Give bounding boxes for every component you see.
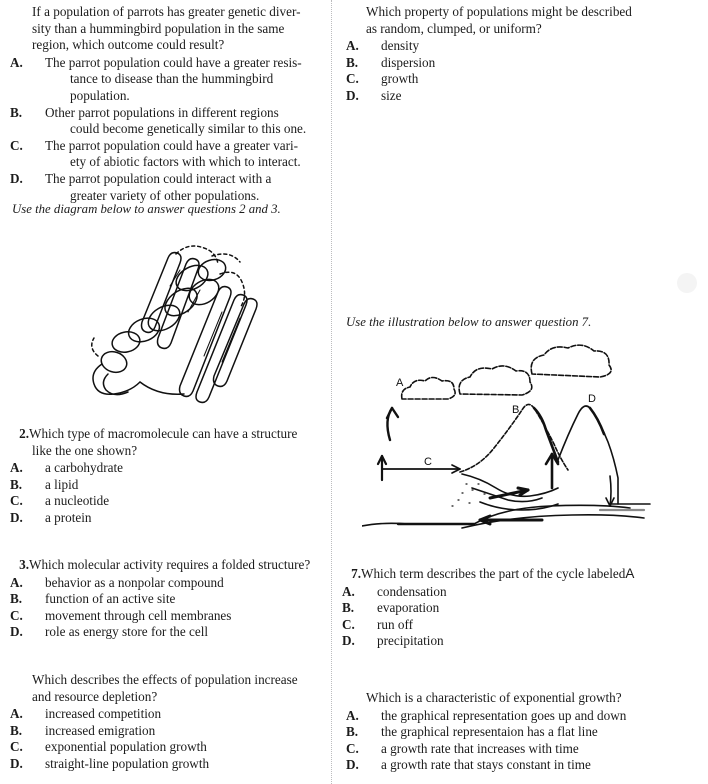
choice-4a-text: increased competition — [45, 706, 162, 722]
question-3-stem-line-1 — [12, 557, 328, 574]
choice-1b-letter: B. — [10, 104, 23, 120]
question-2-number: 2. — [19, 426, 29, 441]
choice-8a-text: the graphical representation goes up and down — [381, 707, 627, 723]
choice-5a-letter: A. — [346, 38, 359, 54]
question-5-stem-line-1: Which property of populations might be described — [366, 4, 632, 19]
illustration-label-d: D — [588, 393, 596, 405]
column-divider — [331, 0, 332, 784]
choice-1d-letter: D. — [10, 170, 23, 186]
choice-2b-letter: B. — [10, 476, 23, 492]
question-5-stem — [366, 4, 696, 37]
choice-4b[interactable] — [12, 723, 324, 740]
choice-3b-letter: B. — [10, 591, 23, 607]
question-2-stem-line-1 — [12, 426, 324, 443]
choice-5b-text: dispersion — [381, 54, 436, 70]
question-8-stem-line-1: Which is a characteristic of exponential growth? — [366, 690, 622, 705]
choice-1d-line-2: greater variety of other populations. — [70, 187, 260, 203]
question-4-stem — [12, 672, 324, 705]
choice-1d-line-1: The parrot population could interact with a — [45, 170, 272, 186]
choice-5d[interactable] — [346, 87, 696, 105]
question-1-stem-line-1: If a population of parrots has greater genetic diver- — [32, 4, 301, 19]
question-7-number: 7. — [351, 566, 361, 581]
protein-structure-svg — [84, 226, 264, 404]
choice-1c-line-1: The parrot population could have a greater vari- — [45, 137, 299, 153]
question-block-5 — [346, 4, 696, 105]
choice-3a[interactable] — [12, 575, 328, 592]
choice-1b-line-1: Other parrot populations in different regions — [45, 104, 279, 120]
protein-structure-diagram — [84, 226, 264, 404]
choice-7d-letter: D. — [342, 633, 355, 649]
choice-1d[interactable] — [12, 171, 324, 204]
diagram-instruction: Use the diagram below to answer questions 2 and 3. — [12, 202, 281, 216]
choice-5b[interactable] — [346, 54, 696, 72]
choice-1c-line-2: ety of abiotic factors with which to interact. — [70, 154, 301, 170]
choice-7c[interactable] — [344, 617, 694, 634]
choice-1c-letter: C. — [10, 137, 23, 153]
choice-2d-text: a protein — [45, 509, 92, 525]
choice-1a-line-1: The parrot population could have a greater resis- — [45, 54, 302, 70]
choice-7b-letter: B. — [342, 600, 355, 616]
choice-7a[interactable] — [344, 584, 694, 601]
choice-2b[interactable] — [12, 477, 324, 494]
choice-2c-letter: C. — [10, 493, 23, 509]
choice-8c[interactable] — [346, 740, 706, 758]
choice-4c[interactable] — [12, 739, 324, 756]
choice-3b-text: function of an active site — [45, 591, 176, 607]
choice-5d-text: size — [381, 87, 402, 103]
question-7-stem — [344, 566, 694, 583]
choice-7a-text: condensation — [377, 583, 447, 599]
choice-5c[interactable] — [346, 71, 696, 88]
question-block-3 — [12, 557, 328, 641]
question-3-number: 3. — [19, 557, 29, 572]
question-block-4 — [12, 672, 324, 773]
choice-1b-line-2: could become genetically similar to this one. — [70, 121, 307, 137]
choice-2d-letter: D. — [10, 509, 23, 525]
choice-3d-letter: D. — [10, 624, 23, 640]
choice-8d-letter: D. — [346, 757, 359, 773]
question-5-stem-line-2: as random, clumped, or uniform? — [366, 20, 542, 36]
question-2-stem — [12, 426, 324, 459]
choice-5c-letter: C. — [346, 71, 359, 87]
question-1-stem-line-3: region, which outcome could result? — [32, 37, 225, 53]
question-1-stem-line-2: sity than a hummingbird population in the same — [32, 20, 285, 36]
choice-7a-letter: A. — [342, 583, 355, 599]
choice-2b-text: a lipid — [45, 476, 79, 492]
choice-1b[interactable] — [12, 105, 324, 138]
choice-2a[interactable] — [12, 460, 324, 477]
choice-7d-text: precipitation — [377, 633, 444, 649]
illustration-instruction: Use the illustration below to answer question 7. — [346, 315, 592, 329]
question-7-stem-text: Which term describes the part of the cycle labeled — [361, 566, 626, 581]
choice-7b[interactable] — [344, 600, 694, 617]
choice-5a[interactable] — [346, 38, 696, 55]
question-4-stem-line-2: and resource depletion? — [32, 688, 158, 704]
illustration-label-c: C — [424, 456, 432, 468]
water-cycle-svg — [362, 338, 652, 534]
question-1-choices — [12, 55, 324, 204]
choice-8d[interactable] — [346, 757, 706, 774]
choice-4c-text: exponential population growth — [45, 739, 207, 755]
choice-7b-text: evaporation — [377, 600, 440, 616]
choice-4a[interactable] — [12, 706, 324, 723]
question-2-stem-line-2: like the one shown? — [32, 442, 138, 458]
choice-5d-letter: D. — [346, 87, 359, 103]
question-block-1 — [12, 4, 324, 204]
choice-4b-letter: B. — [10, 722, 23, 738]
choice-2d[interactable] — [12, 510, 324, 527]
choice-3a-letter: A. — [10, 574, 23, 590]
question-3-choices — [12, 575, 328, 641]
choice-2c-text: a nucleotide — [45, 493, 110, 509]
choice-4c-letter: C. — [10, 739, 23, 755]
choice-3c-letter: C. — [10, 607, 23, 623]
choice-7c-text: run off — [377, 616, 414, 632]
choice-2a-text: a carbohydrate — [45, 460, 123, 476]
question-7-stem-line-1 — [344, 566, 694, 583]
choice-8b-letter: B. — [346, 724, 359, 740]
choice-3d[interactable] — [12, 624, 328, 641]
choice-3c-text: movement through cell membranes — [45, 607, 232, 623]
choice-4d-text: straight-line population growth — [45, 755, 210, 771]
question-8-choices — [346, 707, 706, 774]
choice-1a-line-2: tance to disease than the hummingbird population. — [70, 71, 274, 103]
choice-5b-letter: B. — [346, 54, 359, 70]
choice-4d[interactable] — [12, 756, 324, 773]
choice-8c-text: a growth rate that increases with time — [381, 740, 579, 756]
choice-4d-letter: D. — [10, 755, 23, 771]
choice-8b-text: the graphical representaion has a flat line — [381, 724, 598, 740]
question-1-stem — [12, 4, 324, 54]
choice-2c[interactable] — [12, 493, 324, 510]
question-3-stem-text-1: Which molecular activity requires a folded structure? — [29, 557, 311, 572]
scan-smudge — [677, 273, 697, 293]
choice-3b[interactable] — [12, 591, 328, 608]
choice-8d-text: a growth rate that stays constant in time — [381, 757, 591, 773]
question-8-stem — [366, 690, 706, 707]
choice-1c[interactable] — [12, 138, 324, 171]
question-7-stem-label: A — [625, 566, 635, 581]
question-4-choices — [12, 706, 324, 772]
choice-8c-letter: C. — [346, 740, 359, 756]
question-2-choices — [12, 460, 324, 526]
question-3-stem — [12, 557, 328, 574]
choice-8a-letter: A. — [346, 707, 359, 723]
illustration-label-b: B — [512, 404, 520, 416]
choice-1a-letter: A. — [10, 54, 23, 70]
question-5-choices — [346, 38, 696, 104]
question-7-choices — [344, 584, 694, 650]
choice-5a-text: density — [381, 38, 420, 54]
choice-8b[interactable] — [346, 724, 706, 741]
illustration-label-a: A — [396, 377, 404, 389]
choice-3d-text: role as energy store for the cell — [45, 624, 209, 640]
choice-4b-text: increased emigration — [45, 722, 156, 738]
question-block-2 — [12, 426, 324, 527]
choice-3a-text: behavior as a nonpolar compound — [45, 574, 224, 590]
water-cycle-illustration — [362, 338, 652, 534]
question-block-7 — [344, 566, 694, 650]
choice-8a[interactable] — [346, 707, 706, 725]
choice-7c-letter: C. — [342, 616, 355, 632]
choice-2a-letter: A. — [10, 460, 23, 476]
choice-5c-text: growth — [381, 71, 419, 87]
choice-3c[interactable] — [12, 608, 328, 625]
question-2-stem-text-1: Which type of macromolecule can have a structure — [29, 426, 298, 441]
question-4-stem-line-1: Which describes the effects of population increase — [32, 672, 298, 687]
question-block-8 — [346, 690, 706, 774]
choice-4a-letter: A. — [10, 706, 23, 722]
choice-7d[interactable] — [344, 633, 694, 650]
choice-1a[interactable] — [12, 55, 324, 105]
